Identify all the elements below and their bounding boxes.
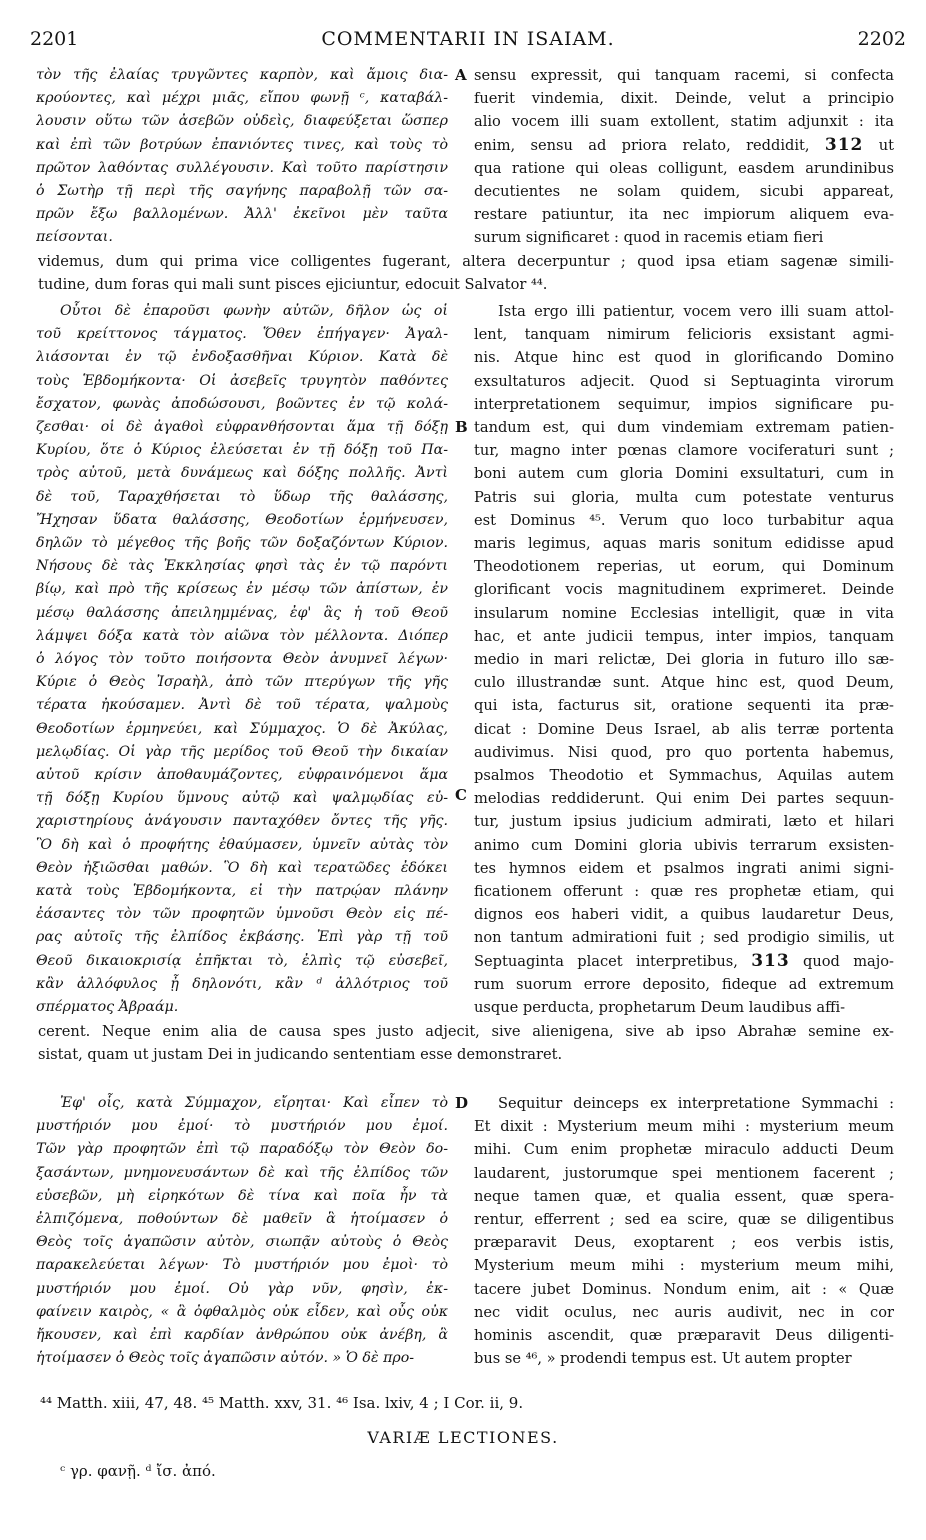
greek-text-line: τρὸς αὐτοῦ, μετὰ δυνάμεως καὶ δόξης πολλῆς. Ἀντὶ	[36, 465, 448, 482]
latin-text-line: exsultaturos adjecit. Quod si Septuaginta virorum	[474, 372, 894, 390]
latin-text-line: præparavit Deus, exoptarent ; eos verbis istis,	[474, 1234, 894, 1252]
greek-text-line: λουσιν οὕτω τῶν ἀσεβῶν οὐδεὶς, διαφεύξεται ὥσπερ	[36, 113, 448, 130]
latin-text-line: tur, justum ipsius judicium admirati, læto et hilari	[474, 813, 894, 831]
greek-column-block1	[36, 64, 448, 250]
latin-text-line: hominis ascendit, quæ præparavit Deus diligenti-	[474, 1327, 894, 1345]
latin-text-line: tur, magno inter pœnas clamore vociferaturi sunt ;	[474, 442, 894, 460]
greek-text-line: σπέρματος Ἀβραάμ.	[36, 999, 179, 1016]
greek-column-block2	[36, 300, 448, 1019]
fullwidth-text-block1	[38, 250, 894, 296]
latin-text-line: qua ratione qui oleas colligunt, easdem arundinibus	[474, 159, 894, 177]
greek-text-line: κατὰ τοὺς Ἑβδομήκοντα, εἰ τὴν πατρῴαν πλάνην	[36, 883, 448, 900]
variae-lectiones-title: VARIÆ LECTIONES.	[367, 1428, 559, 1447]
latin-text-line: surum significaret : quod in racemis etiam fieri	[474, 229, 824, 247]
latin-text-line: nis. Atque hinc est quod in glorificando Domino	[474, 349, 894, 367]
variae-lectiones-notes: ᶜ γρ. φανῇ. ᵈ ἴσ. ἀπό.	[60, 1462, 216, 1480]
page-number-left: 2201	[30, 28, 79, 50]
greek-text-line: τοὺς Ἑβδομήκοντα· Οἱ ἀσεβεῖς τρυγητὸν παθόντες	[36, 372, 448, 389]
section-marker-d: D	[455, 1094, 469, 1112]
greek-text-line: Θεὸν ἠξιῶσθαι μαθών. Ὃ δὴ καὶ τερατῶδες ἐδόκει	[36, 859, 448, 876]
greek-text-line: Θεοῦ δικαιοκρισίᾳ ἐπῆκται τὸ, ἐλπὶς τῷ εὐσεβεῖ,	[36, 952, 448, 969]
latin-text-line: decutientes ne solam quidem, sicubi appareat,	[474, 183, 894, 201]
latin-text-line: tacere jubet Dominus. Nondum enim, ait : « Quæ	[474, 1280, 894, 1298]
greek-text-line: πείσονται.	[36, 229, 113, 246]
greek-text-line: τὸν τῆς ἐλαίας τρυγῶντες καρπὸν, καὶ ἄμοις δια-	[36, 67, 448, 83]
greek-text-line: τοῦ κρείττονος τάγματος. Ὅθεν ἐπήγαγεν· Ἀγαλ-	[36, 326, 448, 343]
latin-text-line: ficationem offerunt : quæ res prophetæ etiam, qui	[474, 883, 894, 901]
greek-text-line: μυστήριόν μου ἐμοί· τὸ μυστήριόν μου ἐμοί.	[36, 1118, 448, 1135]
greek-text-line: μελῳδίας. Οἱ γὰρ τῆς μερίδος τοῦ Θεοῦ τὴν δικαίαν	[36, 743, 448, 760]
latin-text-line: psalmos Theodotio et Symmachus, Aquilas autem	[474, 767, 894, 785]
greek-text-line: ὁ λόγος τὸν τοῦτο ποιήσοντα Θεὸν ἀνυμνεῖ λέγων·	[36, 651, 448, 668]
greek-text-line: ξασάντων, μνημονευσάντων δὲ καὶ τῆς ἐλπίδος τῶν	[36, 1164, 448, 1181]
greek-text-line: λάμψει δόξα κατὰ τὸν αἰῶνα τὸν μέλλοντα. Διόπερ	[36, 627, 448, 644]
latin-text-line: cerent. Neque enim alia de causa spes justo adjecit, sive alienigena, sive ab ipso Abrahæ semine ex-	[38, 1023, 894, 1040]
latin-text-line: tes hymnos eidem et psalmos ingrati animi signi-	[474, 859, 894, 877]
latin-text-line: medio in mari relictæ, Dei gloria in futuro illo sæ-	[474, 651, 894, 669]
greek-text-line: Ὃ δὴ καὶ ὁ προφήτης ἐθαύμασεν, ὑμνεῖν αὐτὰς τὸν	[36, 836, 448, 853]
latin-text-line: melodias reddiderunt. Qui enim Dei partes sequun-	[474, 790, 894, 808]
latin-text-line: nec vidit oculus, nec auris audivit, nec in cor	[474, 1303, 894, 1321]
greek-text-line: ἐλπιζόμενα, ποθούντων δὲ μαθεῖν ἃ ἡτοίμασεν ὁ	[36, 1211, 448, 1228]
running-title: COMMENTARII IN ISAIAM.	[321, 28, 615, 50]
greek-text-line: χαριστηρίους ἀνάγουσιν πανταχόθεν ὄντες τῆς γῆς.	[36, 813, 448, 830]
greek-text-line: ἡτοίμασεν ὁ Θεὸς τοῖς ἀγαπῶσιν αὐτόν. » Ὁ δὲ προ-	[36, 1350, 415, 1367]
latin-text-line: interpretationem sequimur, impios significare pu-	[474, 395, 894, 413]
latin-text-line: restare patiuntur, ita nec impiorum aliquem eva-	[474, 206, 894, 224]
latin-column-block2	[474, 300, 894, 1019]
latin-text-line: insularum nomine Ecclesias intelligit, quæ in vita	[474, 604, 894, 622]
greek-text-line: μέσῳ θαλάσσης ἀπειλημμένας, ἐφ' ἃς ἡ τοῦ Θεοῦ	[36, 604, 448, 621]
greek-text-line: ἤκουσεν, καὶ ἐπὶ καρδίαν ἀνθρώπου οὐκ ἀνέβη, ἃ	[36, 1327, 448, 1344]
section-marker-c: C	[455, 786, 467, 804]
greek-text-line: βίῳ, καὶ πρὸ τῆς κρίσεως ἐν μέσῳ τῶν ἀπίστων, ἐν	[36, 581, 448, 598]
greek-text-line: κρούοντες, καὶ μέχρι μιᾶς, εἴπου φωνῇ ᶜ, καταβάλ-	[36, 90, 448, 107]
greek-text-line: εὐσεβῶν, μὴ εἰρηκότων δὲ τίνα καὶ ποῖα ἦν τὰ	[36, 1187, 448, 1204]
greek-text-line: δηλῶν τὸ μέγεθος τῆς βοῆς τῶν δοξαζόντων Κύριον.	[36, 535, 448, 552]
greek-text-line: αὐτοῦ κρίσιν ἀποθαυμάζοντες, εὐφραινόμενοι ἅμα	[36, 767, 448, 784]
section-marker-a: A	[455, 66, 467, 84]
greek-text-line: καὶ ἐπὶ τῶν βοτρύων ἐπανιόντες τινες, καὶ τοὺς τὸ	[36, 136, 448, 153]
greek-text-line: Νήσους δὲ τὰς Ἐκκλησίας φησὶ τὰς ἐν τῷ παρόντι	[36, 558, 448, 575]
greek-text-line: ὁ Σωτὴρ τῇ περὶ τῆς σαγήνης παραβολῇ τῶν σα-	[36, 183, 448, 200]
latin-text-line: animo cum Domini gloria ubivis terrarum exsisten-	[474, 836, 894, 854]
latin-text-line: culo illustrandæ sunt. Atque hinc est, quod Deum,	[474, 674, 894, 692]
latin-column-block3	[474, 1092, 894, 1370]
greek-text-line: κἂν ἀλλόφυλος ᾖ δηλονότι, κἂν ᵈ ἀλλότριος τοῦ	[36, 975, 448, 992]
fullwidth-text-block2	[38, 1020, 894, 1066]
greek-text-line: Κύριε ὁ Θεὸς Ἰσραὴλ, ἀπὸ τῶν πτερύγων τῆς γῆς	[36, 674, 448, 691]
latin-text-line: alio vocem illi suam extollent, statim adjunxit : ita	[474, 113, 894, 131]
latin-text-line: audivimus. Nisi quod, pro quo portenta habemus,	[474, 743, 894, 761]
latin-text-line: dicat : Domine Deus Israel, ab alis terræ portenta	[474, 720, 894, 738]
latin-text-line: neque tamen quæ, et qualia essent, quæ spera-	[474, 1187, 894, 1205]
latin-text-line: hac, et ante judicii tempus, inter impios, tanquam	[474, 627, 894, 645]
page-header	[30, 28, 906, 58]
latin-text-line: mihi. Cum enim prophetæ miraculo adducti Deum	[474, 1141, 894, 1159]
greek-text-line: πρῶτον λαθόντας συλλέγουσιν. Καὶ τοῦτο παρίστησιν	[36, 159, 448, 176]
latin-text-line: lent, tanquam nimirum felicioris exsistant agmi-	[474, 326, 894, 344]
greek-text-line: Κυρίου, ὅτε ὁ Κύριος ἐλεύσεται ἐν τῇ δόξῃ τοῦ Πα-	[36, 442, 448, 459]
greek-text-line: τέρατα ἠκούσαμεν. Ἀντὶ δὲ τοῦ τέρατα, ψαλμοὺς	[36, 697, 448, 714]
latin-text-line: bus se ⁴⁶, » prodendi tempus est. Ut autem propter	[474, 1350, 852, 1368]
section-marker-b: B	[455, 418, 468, 436]
latin-text-line: Et dixit : Mysterium meum mihi : mysterium meum	[474, 1118, 894, 1136]
latin-text-line: glorificant vocis magnitudinem exprimeret. Deinde	[474, 581, 894, 599]
latin-text-line: non tantum admirationi fuit ; sed prodigio similis, ut	[474, 929, 894, 947]
greek-text-line: ρας αὐτοῖς τῆς ἐλπίδος ἐκβάσης. Ἐπὶ γὰρ τῇ τοῦ	[36, 929, 448, 946]
latin-text-line: qui ista, facturus sit, oratione sequenti ita præ-	[474, 697, 894, 715]
greek-text-line: Ἤχησαν ὕδατα θαλάσσης, Θεοδοτίων ἑρμήνευσεν,	[36, 511, 448, 528]
greek-text-line: ζεσθαι· οἱ δὲ ἀγαθοὶ εὐφρανθήσονται ἅμα τῇ δόξῃ	[36, 419, 448, 436]
greek-text-line: Θεοδοτίων ἑρμηνεύει, καὶ Σύμμαχος. Ὁ δὲ Ἀκύλας,	[36, 720, 448, 737]
greek-text-line: παρακελεύεται λέγων· Τὸ μυστήριόν μου ἐμοὶ· τὸ	[36, 1257, 448, 1274]
latin-text-line: rum suorum errore deposito, fideque ad extremum	[474, 975, 894, 993]
greek-text-line: τῇ δόξῃ Κυρίου ὕμνους αὐτῷ καὶ ψαλμῳδίας εὐ-	[36, 790, 448, 807]
latin-column-block1	[474, 64, 894, 250]
latin-text-line: Mysterium meum mihi : mysterium meum mihi,	[474, 1257, 894, 1275]
greek-text-line: φαίνειν καιρὸς, « ἃ ὀφθαλμὸς οὐκ εἶδεν, καὶ οὖς οὐκ	[36, 1303, 448, 1320]
latin-text-line: rentur, efferrent ; sed ea scire, quæ se diligentibus	[474, 1211, 894, 1229]
footnotes: ⁴⁴ Matth. xiii, 47, 48. ⁴⁵ Matth. xxv, 31. ⁴⁶ Isa. lxiv, 4 ; I Cor. ii, 9.	[40, 1394, 524, 1412]
latin-text-line: maris legimus, aquas maris sonitum edidisse apud	[474, 535, 894, 553]
greek-text-line: Τῶν γὰρ προφητῶν ἐπὶ τῷ παραδόξῳ τὸν Θεὸν δο-	[36, 1141, 448, 1158]
greek-text-line: μυστήριόν μου ἐμοί. Οὐ γὰρ νῦν, φησὶν, ἐκ-	[36, 1280, 448, 1297]
greek-text-line: ἔσχατον, φωνὰς ἀποδώσουσι, βοῶντες ἐν τῷ κολά-	[36, 395, 448, 412]
latin-text-line: est Dominus ⁴⁵. Verum quo loco turbabitur aqua	[474, 511, 894, 529]
latin-text-line: Patris sui gloria, multa cum potestate venturus	[474, 488, 894, 506]
greek-text-line: δὲ τοῦ, Ταραχθήσεται τὸ ὕδωρ τῆς θαλάσσης,	[36, 488, 448, 505]
latin-text-line: Sequitur deinceps ex interpretatione Symmachi :	[498, 1095, 894, 1112]
latin-text-line: Theodotionem reperias, ut eorum, qui Dominum	[474, 558, 894, 576]
latin-text-line: boni autem cum gloria Domini exsultaturi, cum in	[474, 465, 894, 483]
page-number-right: 2202	[857, 28, 906, 50]
latin-text-line: videmus, dum qui prima vice colligentes fugerant, altera decerpuntur ; quod ipsa etiam sagenæ simili-	[38, 253, 894, 270]
latin-text-line: usque perducta, prophetarum Deum laudibus affi-	[474, 999, 846, 1017]
greek-column-block3	[36, 1092, 448, 1370]
latin-text-line: sensu expressit, qui tanquam racemi, si confecta	[474, 67, 894, 84]
latin-text-line: Ista ergo illi patientur, vocem vero illi suam attol-	[498, 303, 894, 320]
latin-text-line: tudine, dum foras qui mali sunt pisces ejiciuntur, edocuit Salvator ⁴⁴.	[38, 276, 548, 294]
greek-text-line: ἐάσαντες τὸν τῶν προφητῶν ὑμνοῦσι Θεὸν εἰς πέ-	[36, 906, 448, 923]
latin-text-line: enim, sensu ad priora relato, reddidit, 312 ut	[474, 134, 894, 155]
greek-text-line: Ἐφ' οἷς, κατὰ Σύμμαχον, εἴρηται· Καὶ εἶπεν τὸ	[60, 1095, 448, 1111]
latin-text-line: laudarent, justorumque spei mentionem facerent ;	[474, 1164, 894, 1182]
latin-text-line: dignos eos haberi vidit, a quibus laudaretur Deus,	[474, 906, 894, 924]
latin-text-line: Septuaginta placet interpretibus, 313 quod majo-	[474, 950, 894, 971]
latin-text-line: fuerit vindemia, dixit. Deinde, velut a principio	[474, 90, 894, 108]
greek-text-line: Οὗτοι δὲ ἐπαροῦσι φωνὴν αὐτῶν, δῆλον ὡς οἱ	[60, 303, 448, 319]
latin-text-line: tandum est, qui dum vindemiam extremam patien-	[474, 419, 894, 437]
latin-text-line: sistat, quam ut justam Dei in judicando sententiam esse demonstraret.	[38, 1046, 563, 1064]
greek-text-line: Θεὸς τοῖς ἀγαπῶσιν αὐτὸν, σιωπᾷν αὐτοὺς ὁ Θεὸς	[36, 1234, 448, 1251]
greek-text-line: πρῶν ἔξω βαλλομένων. Ἀλλ' ἐκεῖνοι μὲν ταῦτα	[36, 206, 448, 223]
greek-text-line: λιάσονται ἐν τῷ ἐνδοξασθῆναι Κύριον. Κατὰ δὲ	[36, 349, 448, 366]
